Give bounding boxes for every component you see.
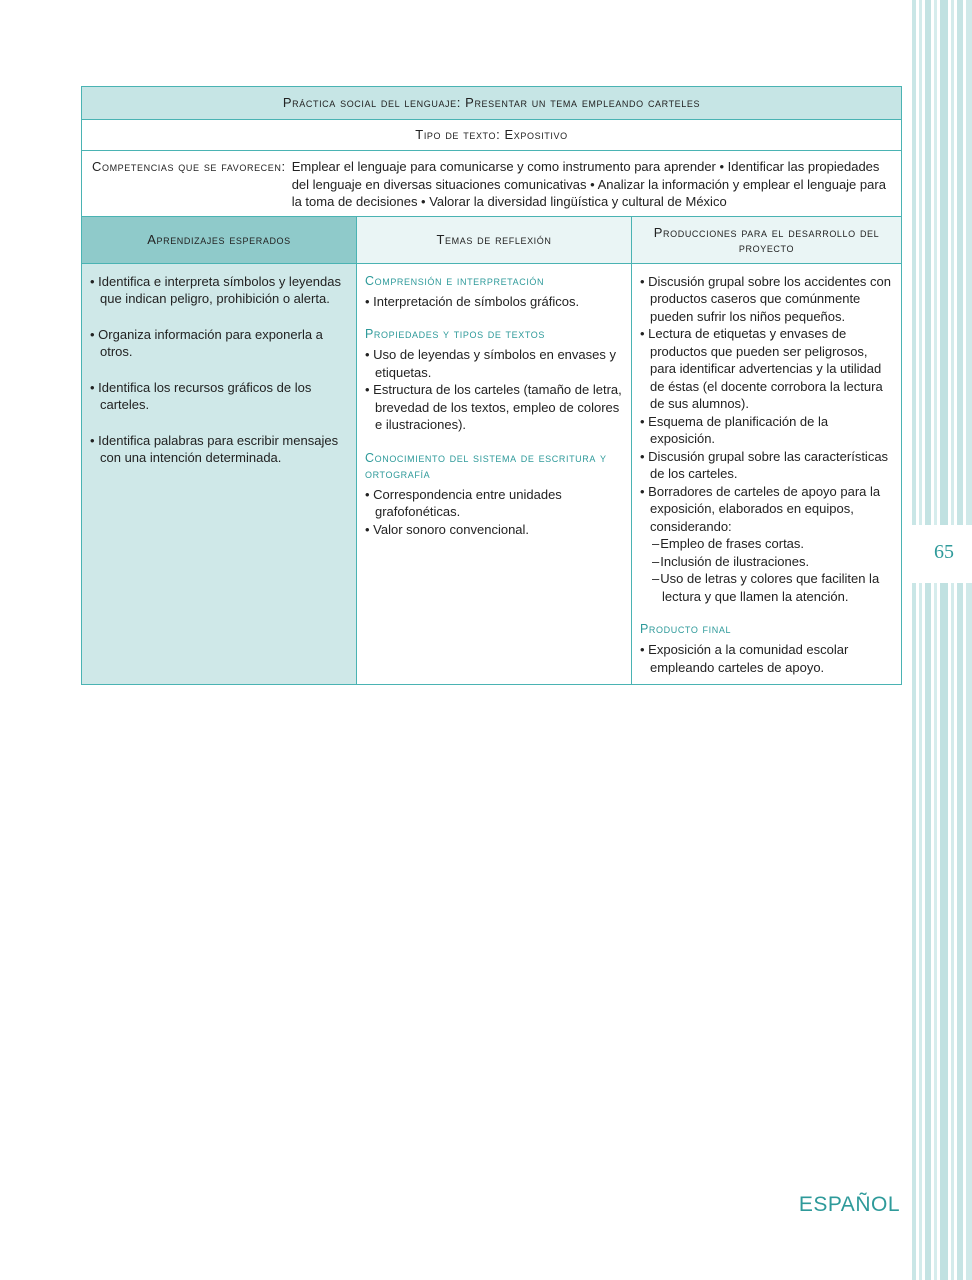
list-item: • Valor sonoro convencional. [365, 521, 623, 539]
list-item: • Discusión grupal sobre los accidentes con productos caseros que comúnmente pueden sufrir los niños pequeños. [640, 273, 893, 326]
sub-list-item: – Uso de letras y colores que faciliten la lectura y que llamen la atención. [650, 570, 893, 605]
header-aprendizajes: Aprendizajes esperados [82, 216, 357, 263]
list-item: • Organiza información para exponerla a otros. [90, 326, 348, 361]
practica-social-title: Práctica social del lenguaje: Presentar un tema empleando carteles [82, 87, 902, 120]
list-item: • Uso de leyendas y símbolos en envases y etiquetas. [365, 346, 623, 381]
page-number: 65 [934, 541, 954, 563]
competencias-text: Emplear el lenguaje para comunicarse y como instrumento para aprender • Identificar las propiedades del lenguaje en diversas situaciones comunicativas • Analizar la información y emplear el lenguaje para la toma de decisiones • Valorar la diversidad lingüística y cultural de México [291, 159, 886, 209]
aprendizajes-column [82, 263, 357, 685]
list-item: • Esquema de planificación de la exposición. [640, 413, 893, 448]
section-title: Comprensión e interpretación [365, 273, 545, 288]
competencias-label: Competencias que se favorecen: [92, 159, 286, 174]
producciones-column [632, 263, 902, 685]
tipo-texto: Tipo de texto: Expositivo [82, 120, 902, 151]
section-title: Conocimiento del sistema de escritura y ortografía [365, 450, 607, 481]
list-item: • Borradores de carteles de apoyo para la exposición, elaborados en equipos, considerando: [640, 483, 893, 536]
list-item: • Identifica los recursos gráficos de los carteles. [90, 379, 348, 414]
section-title: Propiedades y tipos de textos [365, 327, 545, 341]
list-item: • Exposición a la comunidad escolar empleando carteles de apoyo. [640, 641, 893, 676]
header-producciones: Producciones para el desarrollo del proyecto [632, 216, 902, 263]
footer-subject: ESPAÑOL [798, 1193, 900, 1216]
header-temas: Temas de reflexión [357, 216, 632, 263]
list-item: • Lectura de etiquetas y envases de productos que pueden ser peligrosos, para identificar advertencias y la utilidad de éstas (el docente corrobora la lectura de sus alumnos). [640, 325, 893, 413]
list-item: • Estructura de los carteles (tamaño de letra, brevedad de los textos, empleo de colores e ilustraciones). [365, 381, 623, 434]
sub-list-item: – Empleo de frases cortas. [650, 535, 893, 553]
list-item: • Discusión grupal sobre las características de los carteles. [640, 448, 893, 483]
temas-column [357, 263, 632, 685]
sub-list-item: – Inclusión de ilustraciones. [650, 553, 893, 571]
list-item: • Correspondencia entre unidades grafofonéticas. [365, 486, 623, 521]
decorative-stripes [912, 0, 972, 1280]
program-table [81, 86, 902, 685]
list-item: • Identifica e interpreta símbolos y leyendas que indican peligro, prohibición o alerta. [90, 273, 348, 308]
list-item: • Interpretación de símbolos gráficos. [365, 293, 623, 311]
section-title: Producto final [640, 622, 732, 636]
competencias-row [82, 151, 902, 217]
list-item: • Identifica palabras para escribir mensajes con una intención determinada. [90, 432, 348, 467]
